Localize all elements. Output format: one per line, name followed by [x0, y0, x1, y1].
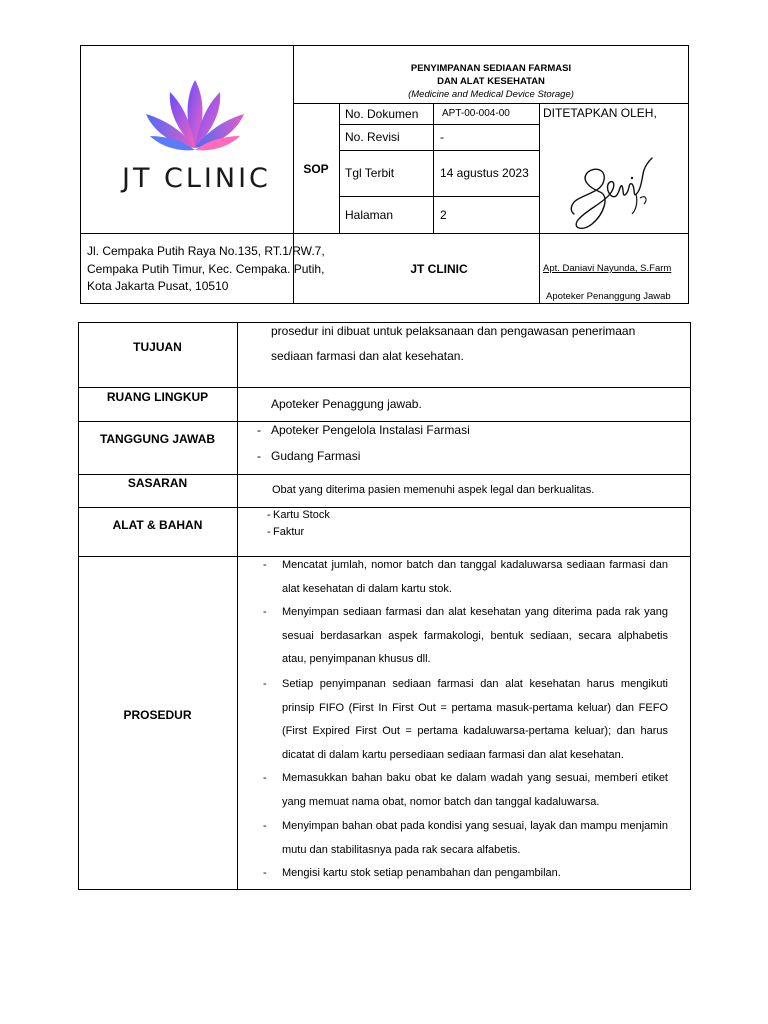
alat-bahan-dash-1: - — [267, 509, 271, 521]
alat-bahan-dash-2: - — [267, 526, 271, 538]
prosedur-item-1-text: Mencatat jumlah, nomor batch dan tanggal kadaluwarsa sediaan farmasi dan alat kesehatan di dalam kartu stok. — [282, 559, 668, 595]
tanggung-jawab-dash-1: - — [257, 423, 261, 437]
lotus-logo-icon — [140, 78, 250, 153]
logo-text: JT CLINIC — [122, 163, 271, 194]
prosedur-dash-6: - — [263, 867, 267, 879]
prosedur-item-4 — [263, 767, 668, 814]
prosedur-item-3-text: Setiap penyimpanan sediaan farmasi dan alat kesehatan harus mengikuti prinsip FIFO (First In First Out = pertama masuk-pertama keluar) dan FEFO (First Expired First Out = pertama kadaluwarsa-pertama keluar); dan harus dicatat di dalam kartu persediaan sediaan farmasi dan alat kesehatan. — [282, 678, 668, 761]
prosedur-item-3 — [263, 673, 668, 767]
ruang-lingkup-text: Apoteker Penaggung jawab. — [271, 397, 422, 411]
prosedur-item-5-text: Menyimpan bahan obat pada kondisi yang sesuai, layak dan mampu menjamin mutu dan stabilitasnya pada rak secara alfabetis. — [282, 820, 668, 856]
prosedur-label: PROSEDUR — [123, 708, 192, 722]
doc-title-line3: (Medicine and Medical Device Storage) — [408, 89, 574, 100]
tanggung-jawab-dash-2: - — [257, 449, 261, 463]
address-line2: Cempaka Putih Timur, Kec. Cempaka. Putih, — [87, 262, 325, 276]
prosedur-dash-2: - — [263, 606, 267, 618]
tujuan-text-line2: sediaan farmasi dan alat kesehatan. — [271, 349, 464, 363]
signature-icon — [566, 152, 662, 238]
doc-title-line2: DAN ALAT KESEHATAN — [437, 76, 545, 87]
signer-role: Apoteker Penanggung Jawab — [546, 291, 671, 302]
page-value: 2 — [440, 208, 447, 222]
prosedur-item-2-text: Menyimpan sediaan farmasi dan alat kesehatan yang diterima pada rak yang sesuai berdasarkan aspek farmakologi, bentuk sediaan, secara alphabetis atau, penyimpanan khusus dll. — [282, 606, 668, 665]
issue-date-label: Tgl Terbit — [345, 166, 395, 180]
doc-number-value: APT-00-004-00 — [442, 108, 510, 119]
prosedur-dash-5: - — [263, 820, 267, 832]
prosedur-dash-1: - — [263, 559, 267, 571]
alat-bahan-item-1: Kartu Stock — [273, 509, 330, 521]
prosedur-item-1 — [263, 554, 668, 601]
prosedur-item-4-text: Memasukkan bahan baku obat ke dalam wadah yang sesuai, memberi etiket yang memuat nama obat, nomor batch dan tanggal kadaluwarsa. — [282, 772, 668, 808]
address-line1: Jl. Cempaka Putih Raya No.135, RT.1/RW.7, — [87, 244, 325, 258]
revision-label: No. Revisi — [345, 130, 400, 144]
page-label: Halaman — [345, 208, 394, 222]
alat-bahan-item-2: Faktur — [273, 526, 305, 538]
alat-bahan-label: ALAT & BAHAN — [112, 518, 203, 532]
tujuan-text-line1: prosedur ini dibuat untuk pelaksanaan dan pengawasan penerimaan — [271, 324, 636, 338]
tujuan-label: TUJUAN — [133, 340, 182, 354]
prosedur-item-5 — [263, 815, 668, 862]
prosedur-dash-3: - — [263, 678, 267, 690]
prosedur-item-2 — [263, 601, 668, 672]
prosedur-dash-4: - — [263, 772, 267, 784]
tanggung-jawab-item-1: Apoteker Pengelola Instalasi Farmasi — [271, 423, 470, 437]
approved-by-label: DITETAPKAN OLEH, — [543, 106, 657, 120]
prosedur-item-6-text: Mengisi kartu stok setiap penambahan dan pengambilan. — [282, 867, 561, 879]
address-line3: Kota Jakarta Pusat, 10510 — [87, 279, 229, 293]
tanggung-jawab-label: TANGGUNG JAWAB — [99, 432, 216, 446]
tanggung-jawab-item-2: Gudang Farmasi — [271, 449, 361, 463]
sop-label: SOP — [303, 162, 329, 176]
signer-name: Apt. Daniavi Nayunda, S.Farm — [543, 263, 672, 274]
sasaran-label: SASARAN — [127, 476, 188, 490]
issue-date-value: 14 agustus 2023 — [440, 166, 529, 180]
prosedur-item-6 — [263, 862, 668, 886]
ruang-lingkup-label: RUANG LINGKUP — [106, 390, 209, 404]
clinic-name: JT CLINIC — [410, 262, 468, 276]
doc-title-line1: PENYIMPANAN SEDIAAN FARMASI — [410, 63, 572, 74]
revision-value: - — [440, 130, 444, 144]
doc-number-label: No. Dokumen — [345, 107, 419, 121]
sasaran-text: Obat yang diterima pasien memenuhi aspek legal dan berkualitas. — [272, 484, 595, 496]
